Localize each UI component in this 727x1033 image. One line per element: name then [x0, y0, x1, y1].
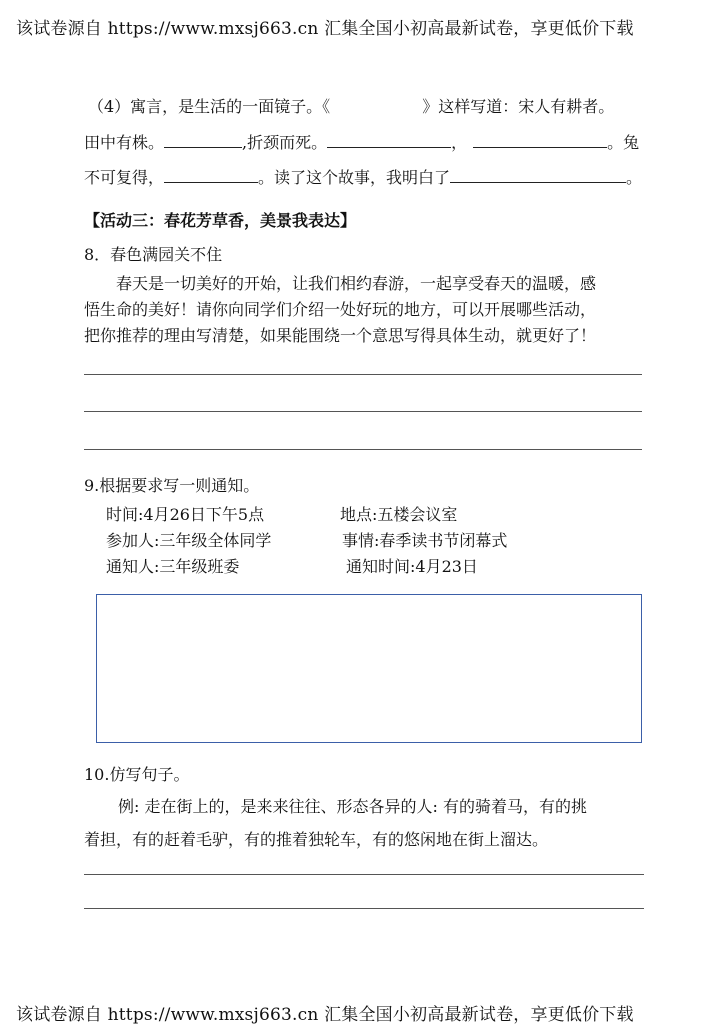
q4-line-2	[84, 130, 639, 153]
notice-matter: 事情:春季读书节闭幕式	[342, 531, 508, 550]
q8-paragraph-line-3: 把你推荐的理由写清楚，如果能围绕一个意思写得具体生动，就更好了！	[84, 326, 597, 345]
q4-text: 。读了这个故事，我明白了	[258, 168, 451, 187]
notice-attendees: 参加人:三年级全体同学	[106, 531, 272, 550]
blank-2[interactable]	[327, 133, 451, 148]
q4-text: 不可复得，	[84, 168, 165, 187]
page-header: 该试卷源自 https://www.mxsj663.cn 汇集全国小初高最新试卷，享更低价下载	[16, 19, 634, 39]
q4-text: （4）寓言，是生活的一面镜子。《	[88, 97, 331, 116]
q4-line-3	[84, 165, 642, 188]
q8-paragraph-line-2: 悟生命的美好！请你向同学们介绍一处好玩的地方，可以开展哪些活动，	[84, 300, 597, 319]
notice-notice-time: 通知时间:4月23日	[346, 557, 478, 576]
q8-paragraph-line-1: 春天是一切美好的开始，让我们相约春游，一起享受春天的温暖，感	[116, 274, 597, 293]
q4-line-1	[88, 94, 614, 117]
notice-notifier: 通知人:三年级班委	[106, 557, 240, 576]
blank-3[interactable]	[473, 133, 607, 148]
q9-heading: 9.根据要求写一则通知。	[84, 476, 260, 495]
notice-place: 地点:五楼会议室	[340, 505, 458, 524]
answer-line[interactable]	[84, 374, 642, 375]
q10-example-line-2: 着担，有的赶着毛驴，有的推着独轮车，有的悠闲地在街上溜达。	[84, 830, 549, 849]
page-footer: 该试卷源自 https://www.mxsj663.cn 汇集全国小初高最新试卷，享更低价下载	[16, 1005, 634, 1025]
q4-text: ，	[451, 133, 468, 152]
answer-line[interactable]	[84, 449, 642, 450]
notice-writing-box[interactable]	[96, 594, 642, 743]
q10-example-line-1: 例: 走在街上的，是来来往往、形态各异的人: 有的骑着马，有的挑	[118, 797, 587, 816]
notice-time: 时间:4月26日下午5点	[106, 505, 265, 524]
q8-heading: 8．春色满园关不住	[84, 245, 223, 264]
q4-text: 》这样写道：宋人有耕者。	[422, 97, 615, 116]
activity-3-title: 【活动三：春花芳草香，美景我表达】	[84, 211, 357, 230]
q4-text: 。兔	[607, 133, 640, 152]
q4-text: 田中有株。	[84, 133, 165, 152]
answer-line[interactable]	[84, 411, 642, 412]
answer-line[interactable]	[84, 874, 644, 875]
q4-text: 。	[626, 168, 643, 187]
blank-4[interactable]	[164, 168, 258, 183]
blank-1[interactable]	[164, 133, 242, 148]
q4-text: ,折颈而死。	[242, 133, 328, 152]
answer-line[interactable]	[84, 908, 644, 909]
q10-heading: 10.仿写句子。	[84, 765, 190, 784]
blank-5[interactable]	[450, 168, 626, 183]
